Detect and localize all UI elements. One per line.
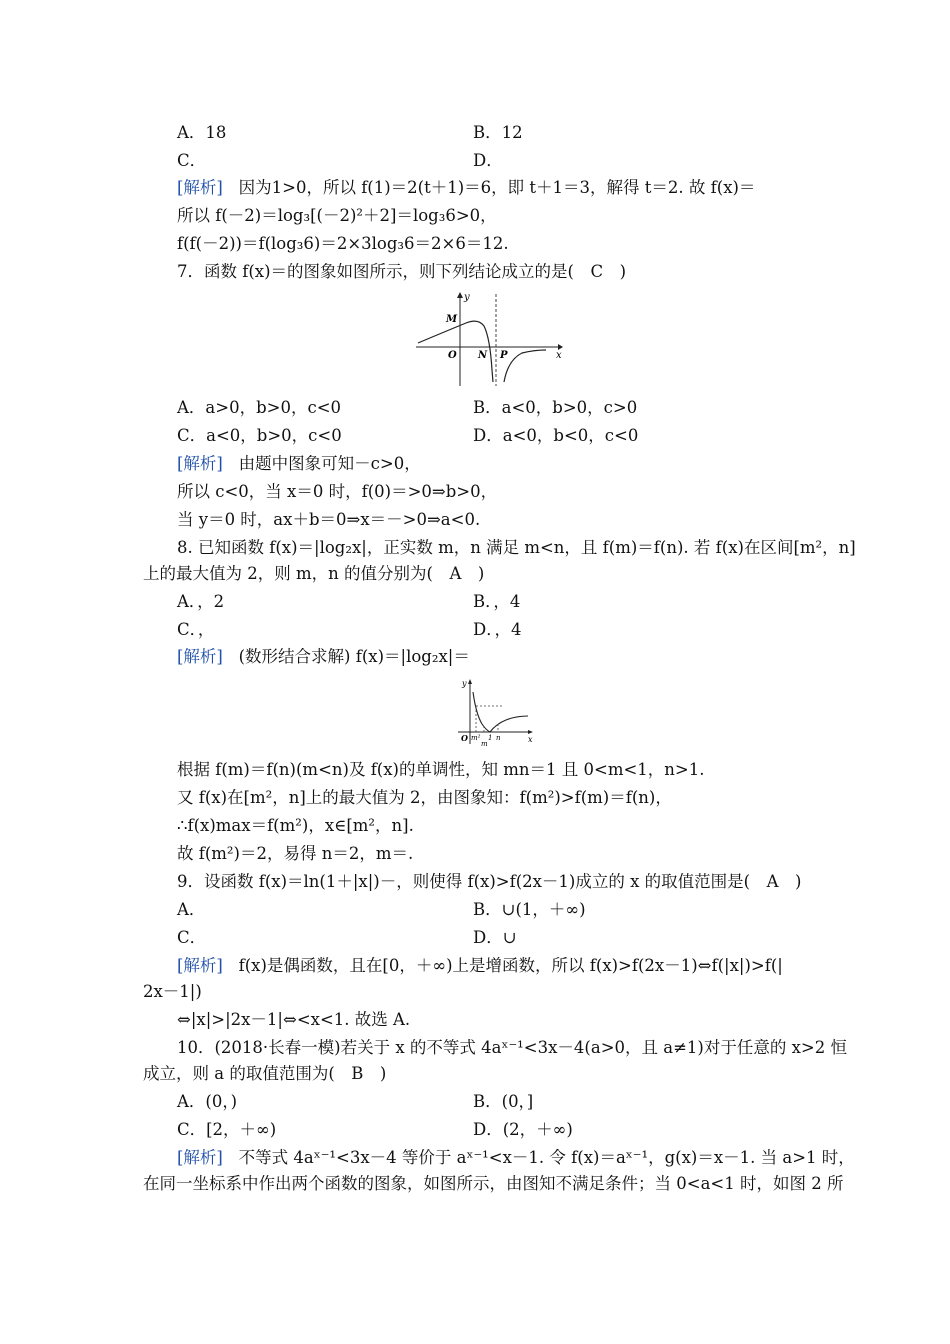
q9-solution-line-3: ⇔|x|>|2x－1|⇔<x<1. 故选 A. bbox=[177, 1010, 411, 1029]
q6-option-d: D． bbox=[473, 151, 503, 170]
label-y: y bbox=[464, 292, 470, 303]
q10-stem-line-2: 成立，则 a 的取值范围为( B ) bbox=[143, 1064, 387, 1083]
label-o: O bbox=[448, 350, 457, 361]
y-axis-arrow bbox=[457, 292, 463, 298]
analysis-tag: [解析] bbox=[177, 454, 223, 473]
analysis-tag: [解析] bbox=[177, 1148, 223, 1167]
label-y: y bbox=[462, 679, 467, 688]
x-axis-arrow bbox=[528, 730, 533, 734]
q8-solution-line-3: ∴f(x)max＝f(m²)，x∈[m²，n]. bbox=[177, 816, 414, 835]
q7-option-b: B．a<0，b>0，c>0 bbox=[473, 398, 638, 417]
q8-option-b: B．，4 bbox=[473, 592, 521, 611]
q6-solution-line-3: f(f(－2))＝f(log₃6)＝2×3log₃6＝2×6＝12. bbox=[177, 234, 509, 253]
label-m: m bbox=[481, 740, 488, 748]
label-o: O bbox=[461, 733, 468, 743]
analysis-tag: [解析] bbox=[177, 956, 223, 975]
y-axis-arrow bbox=[468, 679, 472, 684]
q7-solution-line-1: [解析] 由题中图象可知－c>0， bbox=[177, 454, 421, 473]
label-m2: m² bbox=[471, 734, 481, 742]
q6-option-c: C． bbox=[177, 151, 207, 170]
q8-graph bbox=[452, 676, 536, 748]
q8-solution-line-0: [解析] (数形结合求解) f(x)＝|log₂x|＝ bbox=[177, 647, 470, 666]
q7-option-c: C．a<0，b>0，c<0 bbox=[177, 426, 342, 445]
q10-option-a: A．(0，) bbox=[177, 1092, 238, 1111]
q9-option-c: C． bbox=[177, 928, 207, 947]
q10-solution-line-2: 在同一坐标系中作出两个函数的图象，如图所示，由图知不满足条件；当 0<a<1 时，如图 2 所 bbox=[143, 1174, 844, 1193]
q6-option-b: B．12 bbox=[473, 123, 523, 142]
q8-solution-line-1: 根据 f(m)＝f(n)(m<n)及 f(x)的单调性，知 mn＝1 且 0<m<1，n>1. bbox=[177, 760, 705, 779]
q7-graph bbox=[414, 290, 564, 390]
q8-option-a: A．，2 bbox=[177, 592, 225, 611]
q6-solution-line-2: 所以 f(－2)＝log₃[(－2)²＋2]＝log₃6>0， bbox=[177, 206, 497, 225]
q7-stem: 7．函数 f(x)＝的图象如图所示，则下列结论成立的是( C ) bbox=[177, 262, 627, 281]
log-curve bbox=[473, 692, 528, 732]
q9-stem: 9．设函数 f(x)＝ln(1＋|x|)－，则使得 f(x)>f(2x－1)成立的 x 的取值范围是( A ) bbox=[177, 872, 802, 891]
label-x: x bbox=[556, 350, 562, 361]
q9-solution-line-1: [解析] f(x)是偶函数，且在[0，＋∞)上是增函数，所以 f(x)>f(2x－1)⇔f(|x|)>f(| bbox=[177, 956, 783, 975]
q9-option-b: B．∪(1，＋∞) bbox=[473, 900, 586, 919]
q9-option-a: A． bbox=[177, 900, 206, 919]
analysis-tag: [解析] bbox=[177, 647, 223, 666]
q10-option-d: D．(2，＋∞) bbox=[473, 1120, 573, 1139]
q8-solution-line-2: 又 f(x)在[m²，n]上的最大值为 2，由图象知：f(m²)>f(m)＝f(n)， bbox=[177, 788, 672, 807]
q8-stem-line-1: 8. 已知函数 f(x)＝|log₂x|，正实数 m，n 满足 m<n，且 f(m)＝f(n). 若 f(x)在区间[m²，n] bbox=[177, 538, 856, 557]
q6-solution-line-1: [解析] 因为1>0，所以 f(1)＝2(t＋1)＝6，即 t＋1＝3，解得 t＝2. 故 f(x)＝ bbox=[177, 178, 756, 197]
curve-right-branch bbox=[504, 350, 546, 382]
q6-option-a: A．18 bbox=[177, 123, 227, 142]
q7-solution-line-3: 当 y＝0 时，ax＋b＝0⇒x＝－>0⇒a<0. bbox=[177, 510, 481, 529]
q10-stem-line-1: 10．(2018·长春一模)若关于 x 的不等式 4aˣ⁻¹<3x－4(a>0，且 a≠1)对于任意的 x>2 恒 bbox=[177, 1038, 847, 1057]
q7-solution-line-2: 所以 c<0，当 x＝0 时，f(0)＝>0⇒b>0， bbox=[177, 482, 498, 501]
q8-stem-line-2: 上的最大值为 2，则 m，n 的值分别为( A ) bbox=[143, 564, 485, 583]
q10-option-c: C．[2，＋∞) bbox=[177, 1120, 277, 1139]
label-x: x bbox=[528, 735, 533, 744]
q8-option-c: C．， bbox=[177, 620, 215, 639]
q8-solution-line-4: 故 f(m²)＝2，易得 n＝2，m＝. bbox=[177, 844, 414, 863]
label-m: M bbox=[446, 314, 458, 325]
label-p: P bbox=[500, 350, 508, 361]
q9-option-d: D．∪ bbox=[473, 928, 517, 947]
q10-solution-line-1: [解析] 不等式 4aˣ⁻¹<3x－4 等价于 aˣ⁻¹<x－1. 令 f(x)＝aˣ⁻¹，g(x)＝x－1. 当 a>1 时， bbox=[177, 1148, 855, 1167]
q9-solution-line-2: 2x－1|) bbox=[143, 982, 202, 1001]
label-n: N bbox=[478, 350, 488, 361]
q10-option-b: B．(0，] bbox=[473, 1092, 534, 1111]
label-n: n bbox=[496, 734, 501, 742]
q7-option-a: A．a>0，b>0，c<0 bbox=[177, 398, 342, 417]
analysis-tag: [解析] bbox=[177, 178, 223, 197]
q7-option-d: D．a<0，b<0，c<0 bbox=[473, 426, 639, 445]
q8-option-d: D．，4 bbox=[473, 620, 522, 639]
label-one: 1 bbox=[488, 734, 493, 742]
